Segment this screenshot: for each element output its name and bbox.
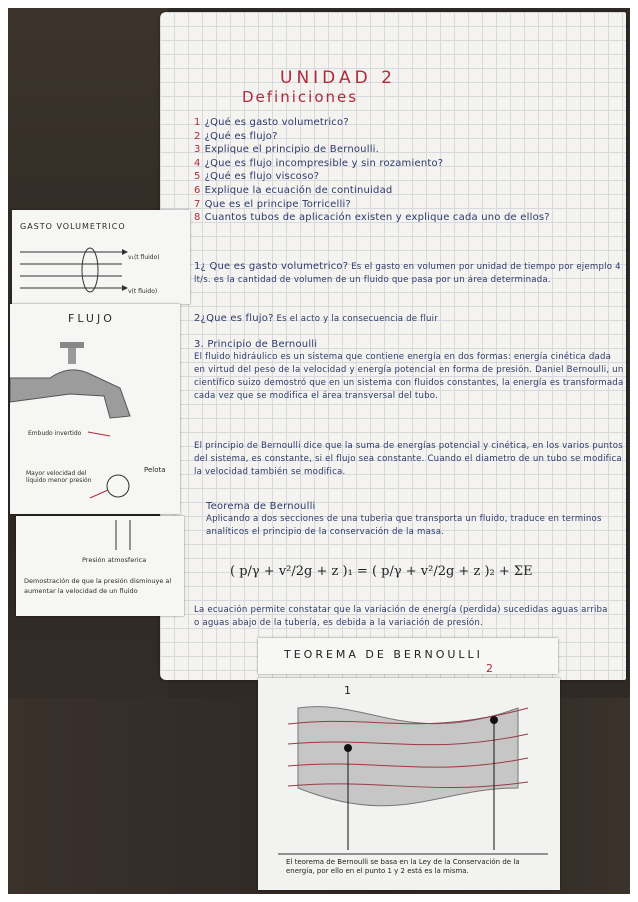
demonstration-note: Demostración de que la presión disminuye al aumentar la velocidad de un fluido [24,577,172,595]
flujo-card [10,304,180,514]
teorema-section: Teorema de Bernoulli Aplicando a dos secciones de una tuberia que transporta un fluido, traduce en terminos analíticos el principio de la conservación de la masa. [206,501,602,537]
gasto-card-title: GASTO VOLUMETRICO [20,222,126,231]
pipe-section [82,248,98,292]
answer-3: 3. Principio de Bernoulli El fluido hidráulico es un sistema que contiene energía en dos formas: energía cinética dada en virtud del peso de la velocidad y energía potencial en forma de presión. Daniel Bernoulli, un científico suizo demostró que en un sistema con fluidos constantes, la energía es transformada cada vez que se modifica el área transversal del tubo. [194,339,624,401]
faucet-drawing [10,328,180,514]
notebook-sheet [160,12,626,680]
flujo-card-title: FLUJO [68,312,115,325]
embudo-label: Embudo invertido [28,430,82,437]
bernoulli-caption: El teorema de Bernoulli se basa en la Ley de la Conservación de la energía, por ello en el punto 1 y 2 está es la misma. [286,858,520,875]
bernoulli-formula: ( p/γ + v²/2g + z )₁ = ( p/γ + v²/2g + z )₂ + ΣE [230,564,533,579]
flow-label-bottom: v(t fluido) [128,288,158,295]
pressure-arrows [16,516,184,556]
closing-paragraph: La ecuación permite constatar que la variación de energía (perdida) sucedidas aguas arriba o aguas abajo de la tubería, es debida a la variación de presión. [194,605,608,628]
presion-label: Presión atmosferica [82,556,147,564]
faucet-stem [68,348,76,364]
question-item: 3 Explique el principio de Bernoulli. [194,144,380,156]
question-item: 1 ¿Qué es gasto volumetrico? [194,117,349,128]
pointer-arrow [88,432,110,436]
presion-card [16,516,184,616]
photo-background [8,8,630,894]
bernoulli-print-title: TEOREMA DE BERNOULLI [284,648,483,661]
point-1-label: 1 [344,684,351,697]
faucet-body [10,370,130,418]
question-item: 4 ¿Que es flujo incompresible y sin rozamiento? [194,157,444,169]
bernoulli-diagram-card [258,662,560,890]
bernoulli-title-card [258,638,558,674]
question-item: 7 Que es el principe Torricelli? [194,198,351,210]
faucet-handle [60,342,84,348]
flow-label-top: v₁(t fluido) [128,254,160,261]
pelota-label: Pelota [144,466,166,474]
question-item: 5 ¿Qué es flujo viscoso? [194,171,320,183]
ball-circle [107,475,129,497]
question-list [194,116,614,225]
unit-subtitle: Definiciones [242,88,359,106]
answer-1: 1¿ Que es gasto volumetrico? Es el gasto en volumen por unidad de tiempo por ejemplo 4 lt/s. es la cantidad de volumen de un fluido que pasa por un área determinada. [194,261,621,285]
pointer-arrow [90,490,108,498]
unit-title: UNIDAD 2 [280,68,396,88]
question-item: 2 ¿Qué es flujo? [194,130,278,142]
bernoulli-paragraph: El principio de Bernoulli dice que la suma de energías potencial y cinética, en los varios puntos del sistema, es constante, si el flujo sea constante. Cuando el diametro de un tubo se modifica la velocidad también se modifica. [194,441,623,477]
pipe-flow-drawing [12,234,190,304]
question-item: 6 Explique la ecuación de continuidad [194,184,393,196]
mayor-velocidad-label: Mayor velocidad del líquido menor presión [26,470,92,484]
question-item: 8 Cuantos tubos de aplicación existen y explique cada uno de ellos? [194,212,550,224]
answer-2: 2¿Que es flujo? Es el acto y la consecuencia de fluir [194,313,438,324]
point-2-label: 2 [486,662,493,675]
gasto-volumetrico-card [12,210,190,304]
